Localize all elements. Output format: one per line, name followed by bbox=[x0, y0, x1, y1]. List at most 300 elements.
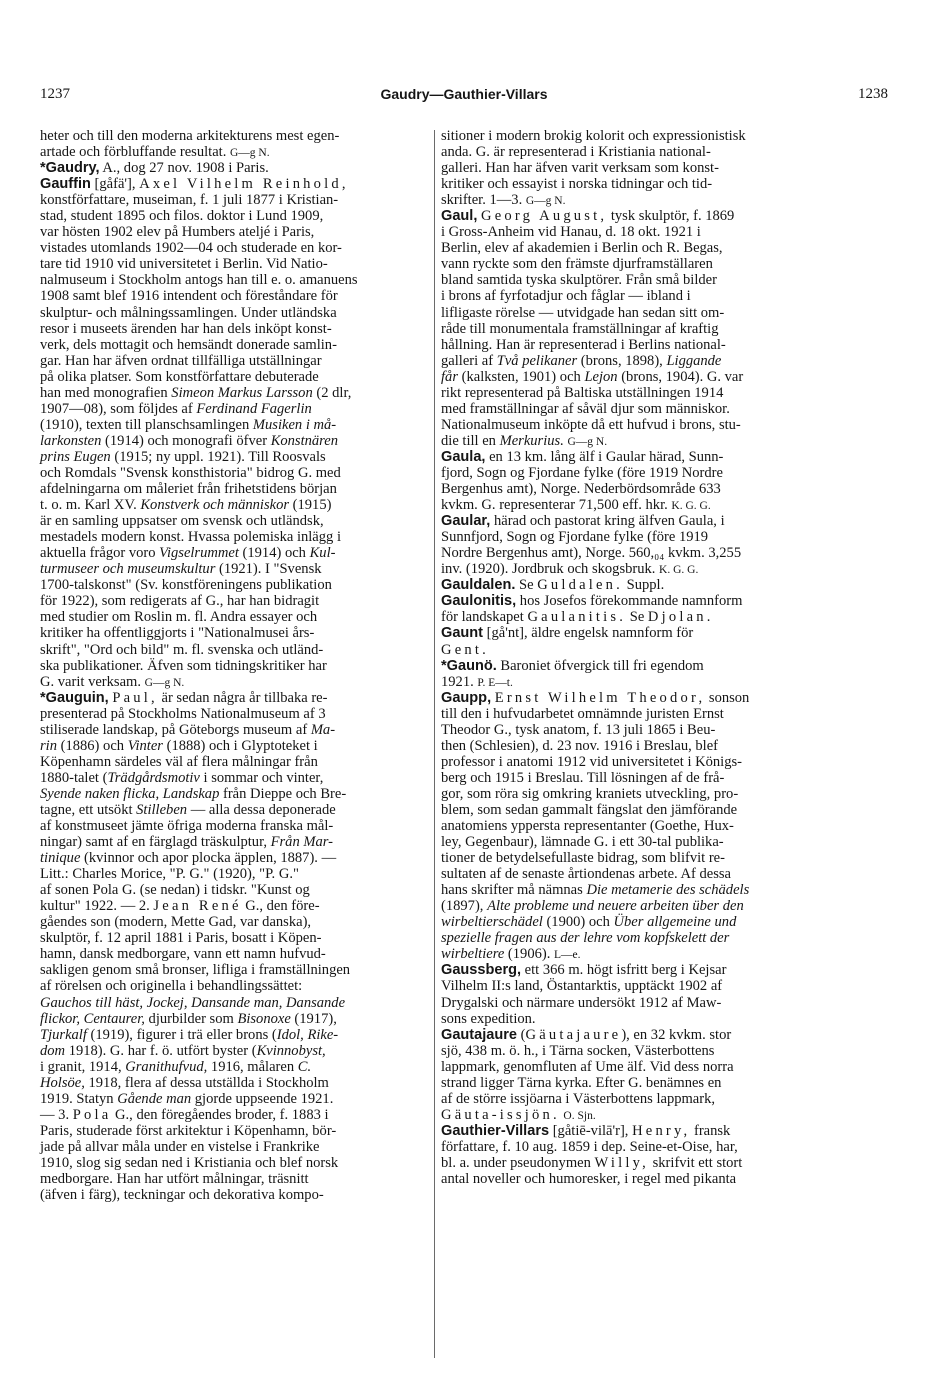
text-segment: tagne, ett utsökt bbox=[40, 801, 137, 818]
text-line bbox=[441, 1155, 819, 1171]
text-line bbox=[40, 481, 428, 497]
text-segment: Lejon bbox=[584, 368, 618, 385]
text-line bbox=[441, 513, 819, 529]
text-line bbox=[40, 529, 428, 545]
text-segment: härad och pastorat kring älfven Gaula, i bbox=[490, 513, 725, 530]
text-line bbox=[40, 353, 428, 369]
text-line bbox=[441, 722, 819, 738]
text-segment: Willy, bbox=[594, 1155, 649, 1171]
text-segment: bland samtida tyska skulptörer. Från små bilder bbox=[441, 272, 717, 289]
text-segment: Vigselrummet bbox=[159, 545, 239, 562]
text-segment: (brons, 1898), bbox=[577, 352, 667, 369]
text-segment: Bergenhus amt), Norge. Nederbördsområde 633 bbox=[441, 481, 721, 498]
text-line bbox=[40, 1011, 428, 1027]
text-line bbox=[40, 160, 428, 176]
text-line bbox=[40, 786, 428, 802]
text-segment: (1914) och bbox=[238, 545, 310, 562]
text-segment: (1917), bbox=[290, 1010, 337, 1027]
text-segment: af de större issjöarna i Västerbottens lappmark, bbox=[441, 1090, 716, 1107]
text-segment: t. o. m. Karl XV. bbox=[40, 497, 141, 514]
text-line bbox=[441, 946, 819, 962]
text-segment: artade och förbluffande resultat. bbox=[40, 144, 230, 161]
text-segment: Gauchos till häst, Jockej, Dansande man, Dansande bbox=[40, 994, 346, 1011]
text-segment: galleri af bbox=[441, 352, 497, 369]
text-line bbox=[441, 433, 819, 449]
text-segment: Idol, Rike- bbox=[276, 1026, 339, 1043]
text-segment: Tjurkalf bbox=[40, 1026, 87, 1043]
author-signature: K. G. G. bbox=[659, 564, 699, 577]
text-segment: och Romdals "Svensk konsthistoria" bidrog G. med bbox=[40, 464, 341, 481]
text-segment: sakligen genom små bronser, lifliga i framställningen bbox=[40, 962, 351, 979]
text-line bbox=[441, 561, 819, 577]
text-line bbox=[441, 690, 819, 706]
text-segment: inv. (1920). Jordbruk och skogsbruk. bbox=[441, 561, 660, 578]
text-line bbox=[441, 577, 819, 593]
text-segment: 1880-talet ( bbox=[40, 769, 108, 786]
text-line bbox=[40, 144, 428, 160]
text-line bbox=[40, 1107, 428, 1123]
text-segment: kritiker och essayist i norska tidningar och tid- bbox=[441, 176, 713, 193]
text-segment: Vinter bbox=[127, 737, 163, 754]
text-line bbox=[40, 192, 428, 208]
text-segment: wirbeltierschädel bbox=[441, 914, 543, 931]
text-segment: på olika platser. Som konstförfattare debuterade bbox=[40, 368, 319, 385]
text-segment: Nordre Bergenhus amt), Norge. 560,₀₄ kvkm. 3,255 bbox=[441, 545, 742, 562]
text-segment: Berlin, elev af akademien i Berlin och R. Begas, bbox=[441, 240, 723, 257]
text-line bbox=[40, 240, 428, 256]
text-line bbox=[40, 1027, 428, 1043]
text-segment: G., den föregåendes broder, f. 1883 i bbox=[111, 1106, 329, 1123]
text-segment: Alte probleme und neuere arbeiten über den bbox=[487, 898, 744, 915]
entry-headword: Gaupp, bbox=[441, 689, 492, 706]
text-segment: Se bbox=[626, 609, 648, 626]
entry-headword: Gaunt bbox=[441, 625, 484, 642]
text-segment: then (Schlesien), d. 23 nov. 1916 i Breslau, blef bbox=[441, 737, 719, 754]
text-segment: Gent. bbox=[441, 641, 489, 658]
text-segment: (1914) och monografi öfver bbox=[101, 432, 271, 449]
text-segment: prins Eugen bbox=[40, 448, 111, 465]
text-segment: han med monografien bbox=[40, 384, 172, 401]
author-signature: P. E—t. bbox=[477, 676, 513, 689]
page-number-right: 1238 bbox=[858, 86, 888, 102]
text-segment: djurbilder som bbox=[144, 1010, 238, 1027]
text-segment: [gåfä'], bbox=[90, 176, 140, 193]
text-segment: skrifvit ett stort bbox=[648, 1155, 743, 1171]
text-line bbox=[441, 160, 819, 176]
text-segment: Ferdinand Fagerlin bbox=[196, 400, 312, 417]
text-segment: ska publikationer. Äfven som tidningskritiker har bbox=[40, 657, 327, 674]
text-line bbox=[40, 866, 428, 882]
text-segment: Paris, studerade först arkitektur i Köpenhamn, bör- bbox=[40, 1122, 337, 1139]
text-line bbox=[40, 176, 428, 192]
text-segment: Georg August, bbox=[481, 208, 608, 225]
text-line bbox=[441, 305, 819, 321]
text-segment: Granithufvud, bbox=[125, 1058, 208, 1075]
text-line bbox=[441, 593, 819, 609]
text-segment: 1918). G. har f. ö. utfört byster ( bbox=[65, 1042, 257, 1059]
text-segment: Djolan. bbox=[647, 609, 714, 626]
text-segment: (1897), bbox=[441, 898, 488, 915]
text-line bbox=[441, 706, 819, 722]
text-line bbox=[441, 240, 819, 256]
text-segment: 1921. bbox=[441, 673, 478, 690]
entry-headword: *Gauguin, bbox=[40, 689, 109, 706]
entry-headword: Gaussberg, bbox=[441, 962, 522, 979]
text-segment: sonson bbox=[705, 689, 750, 706]
text-segment: från Dieppe och Bre- bbox=[219, 785, 347, 802]
text-segment: sitioner i modern brokig kolorit och expressionistisk bbox=[441, 128, 746, 144]
text-segment: turmuseer och museumskultur bbox=[40, 561, 216, 578]
text-segment: Jean René bbox=[153, 898, 242, 915]
text-segment: med studier om Roslin m. fl. Andra essayer och bbox=[40, 609, 318, 626]
author-signature: G—g N. bbox=[144, 676, 185, 689]
text-line bbox=[40, 321, 428, 337]
text-line bbox=[441, 850, 819, 866]
text-segment: vistades utomlands 1902—04 och studerade en kor- bbox=[40, 240, 342, 257]
text-segment: G. varit verksam. bbox=[40, 673, 145, 690]
text-segment: Axel Vilhelm Reinhold, bbox=[139, 176, 349, 193]
page-number-left: 1237 bbox=[40, 86, 70, 102]
text-segment: flickor, Centaurer, bbox=[40, 1010, 145, 1027]
text-line bbox=[40, 609, 428, 625]
text-line bbox=[441, 609, 819, 625]
text-line bbox=[40, 995, 428, 1011]
text-line bbox=[40, 1139, 428, 1155]
text-segment: sons expedition. bbox=[441, 1010, 536, 1027]
text-segment: professor i anatomi 1912 vid universitetet i Königs- bbox=[441, 753, 742, 770]
text-line bbox=[441, 208, 819, 224]
entry-headword: Gauldalen. bbox=[441, 577, 516, 594]
text-line bbox=[441, 529, 819, 545]
text-line bbox=[441, 321, 819, 337]
left-column bbox=[40, 128, 428, 1203]
text-line bbox=[441, 866, 819, 882]
text-segment: gåendes son (modern, Mette Gad, var danska), bbox=[40, 914, 312, 931]
text-line bbox=[441, 1027, 819, 1043]
text-segment: larkonsten bbox=[40, 432, 102, 449]
text-segment: sjö, 438 m. ö. h., i Tärna socken, Västerbottens bbox=[441, 1042, 715, 1059]
text-segment: 1908 samt blef 1916 intendent och föreståndare för bbox=[40, 288, 338, 305]
text-segment: (2 dlr, bbox=[312, 384, 352, 401]
entry-headword: Gaul, bbox=[441, 208, 478, 225]
text-segment: råde till monumentala framställningar af kraftig bbox=[441, 320, 719, 337]
text-segment: rin bbox=[40, 737, 57, 754]
text-segment: 1918, flera af dessa utställda i Stockholm bbox=[84, 1074, 329, 1091]
text-segment: spezielle fragen aus der lehre vom kopfskelett der bbox=[441, 930, 730, 947]
text-segment: nalmuseum i Stockholm antogs han till e. o. amanuens bbox=[40, 272, 358, 289]
text-segment: Vilhelm II:s land, Östantarktis, upptäckt 1902 af bbox=[441, 978, 723, 995]
text-segment: Merkurius. bbox=[499, 432, 564, 449]
text-segment: (brons, 1904). G. var bbox=[617, 368, 744, 385]
text-line bbox=[441, 786, 819, 802]
text-line bbox=[441, 545, 819, 561]
text-segment: får bbox=[441, 368, 458, 385]
text-segment: Guldalen. bbox=[537, 577, 623, 594]
text-segment: sultaten af de senaste årtiondenas arbete. Af dessa bbox=[441, 866, 732, 883]
text-segment: skulptör, f. 12 april 1881 i Paris, bosatt i Köpen- bbox=[40, 930, 322, 947]
text-line bbox=[441, 818, 819, 834]
text-segment: blem, som sedan gammalt fängslat den jämförande bbox=[441, 801, 738, 818]
text-line bbox=[40, 898, 428, 914]
text-segment: Simeon Markus Larsson bbox=[171, 384, 313, 401]
text-segment: Baroniet öfvergick till fri egendom bbox=[496, 657, 704, 674]
text-segment: (kalksten, 1901) och bbox=[457, 368, 585, 385]
text-segment: af rörelsen och originella i behandlingssättet: bbox=[40, 978, 303, 995]
text-segment: Bisonoxe bbox=[237, 1010, 291, 1027]
text-segment: verk, dels mottagit och hemsändt donerade samlin- bbox=[40, 336, 337, 353]
text-segment: Trädgårdsmotiv bbox=[107, 769, 200, 786]
text-segment: — alla dessa deponerade bbox=[187, 801, 336, 818]
text-segment: Drygalski och närmare undersökt 1912 af Maw- bbox=[441, 994, 722, 1011]
text-segment: Konstnären bbox=[270, 432, 339, 449]
text-segment: (1888) och i Glyptoteket i bbox=[162, 737, 318, 754]
text-line bbox=[40, 337, 428, 353]
text-segment: Henry, bbox=[632, 1122, 691, 1139]
text-line bbox=[441, 144, 819, 160]
text-line bbox=[40, 1187, 428, 1203]
text-segment: fjord, Sogn og Fjordane fylke (före 1919 Nordre bbox=[441, 464, 723, 481]
text-line bbox=[40, 754, 428, 770]
text-segment: ley, Gegenbaur), lämnade G. i ett 30-tal publika- bbox=[441, 834, 724, 851]
text-line bbox=[441, 995, 819, 1011]
text-segment: A., dog 27 nov. 1908 i Paris. bbox=[99, 160, 269, 177]
text-segment: för landskapet bbox=[441, 609, 528, 626]
text-segment: Från Mar- bbox=[270, 834, 333, 851]
text-line bbox=[441, 128, 819, 144]
text-segment: 1910, slog sig sedan ned i Kristiania och blef norsk bbox=[40, 1155, 339, 1171]
text-line bbox=[40, 706, 428, 722]
text-line bbox=[40, 385, 428, 401]
text-segment: kvkm. G. representerar 71,500 eff. hkr. bbox=[441, 497, 672, 514]
text-line bbox=[40, 577, 428, 593]
text-segment: (1910), texten till planschsamlingen bbox=[40, 416, 253, 433]
text-segment: Gäutajaure bbox=[525, 1026, 622, 1043]
text-segment: i Gross-Anheim vid Hanau, d. 18 okt. 1921 i bbox=[441, 224, 701, 241]
text-line bbox=[441, 882, 819, 898]
text-segment: 1907—08), som följdes af bbox=[40, 400, 197, 417]
text-segment: hållning. Han är representerad i Berlins national- bbox=[441, 336, 726, 353]
text-line bbox=[441, 337, 819, 353]
text-line bbox=[40, 978, 428, 994]
text-segment: G., den före- bbox=[241, 898, 320, 915]
text-line bbox=[441, 1139, 819, 1155]
text-segment: i sommar och vinter, bbox=[199, 769, 324, 786]
text-segment: dom bbox=[40, 1042, 66, 1059]
text-segment: afdelningarna om måleriet från frihetstidens början bbox=[40, 481, 337, 498]
text-segment: galleri. Han har äfven varit verksam som konst- bbox=[441, 160, 719, 177]
text-segment: skrifter. 1—3. bbox=[441, 192, 526, 209]
text-segment: Die metamerie des schädels bbox=[586, 882, 750, 899]
text-line bbox=[441, 176, 819, 192]
text-line bbox=[40, 401, 428, 417]
text-line bbox=[40, 1059, 428, 1075]
text-segment: (1900) och bbox=[542, 914, 614, 931]
text-segment: tioner de betydelsefullaste bidrag, som blifvit re- bbox=[441, 850, 725, 867]
text-line bbox=[441, 272, 819, 288]
text-line bbox=[40, 449, 428, 465]
text-line bbox=[40, 946, 428, 962]
entry-headword: Gaulonitis, bbox=[441, 593, 517, 610]
text-line bbox=[441, 978, 819, 994]
text-line bbox=[441, 1011, 819, 1027]
text-line bbox=[441, 1043, 819, 1059]
text-segment: 1919. Statyn bbox=[40, 1090, 118, 1107]
entry-headword: *Gaudry, bbox=[40, 160, 100, 177]
text-segment: i brons af fyrfotadjur och fåglar — ibland i bbox=[441, 288, 691, 305]
text-segment: (1886) och bbox=[56, 737, 128, 754]
text-line bbox=[40, 272, 428, 288]
entry-headword: Gautajaure bbox=[441, 1026, 517, 1043]
text-segment: (1906). bbox=[504, 946, 554, 963]
text-line bbox=[40, 288, 428, 304]
text-line bbox=[40, 497, 428, 513]
text-segment: Ma- bbox=[310, 721, 336, 738]
text-line bbox=[40, 802, 428, 818]
text-line bbox=[441, 369, 819, 385]
text-line bbox=[441, 754, 819, 770]
page-header bbox=[40, 86, 888, 108]
text-segment: Paul, bbox=[112, 689, 158, 706]
text-segment: Konstverk och människor bbox=[140, 497, 290, 514]
text-segment: Se bbox=[515, 577, 538, 594]
text-line bbox=[40, 834, 428, 850]
text-line bbox=[40, 369, 428, 385]
text-segment: för 1922), som redigerats af G., har han bidragit bbox=[40, 593, 320, 610]
text-segment: Ernst Wilhelm Theodor, bbox=[494, 689, 706, 706]
text-segment: Theodor G., tysk anatom, f. 13 juli 1865 i Beu- bbox=[441, 721, 716, 738]
text-segment: (äfven i färg), teckningar och dekorativa kompo- bbox=[40, 1187, 324, 1204]
text-segment: ), en 32 kvkm. stor bbox=[621, 1026, 732, 1043]
text-segment: till den i hufvudarbetet omnämnde juristen Ernst bbox=[441, 705, 724, 722]
text-line bbox=[40, 882, 428, 898]
text-segment: [gå'nt], äldre engelsk namnform för bbox=[483, 625, 694, 642]
text-segment: presenterad på Stockholms Nationalmuseum af 3 bbox=[40, 705, 326, 722]
text-segment: skulptur- och målningssamlingen. Under utländska bbox=[40, 304, 337, 321]
text-line bbox=[40, 690, 428, 706]
text-segment: Köpenhamn särdeles väl af flera målningar från bbox=[40, 753, 318, 770]
text-segment: Gående man bbox=[117, 1090, 192, 1107]
text-line bbox=[40, 818, 428, 834]
text-segment: konstförfattare, museiman, f. 1 juli 1877 i Kristian- bbox=[40, 192, 339, 209]
text-line bbox=[441, 962, 819, 978]
text-line bbox=[40, 256, 428, 272]
author-signature: G—g N. bbox=[525, 195, 566, 208]
text-line bbox=[441, 1075, 819, 1091]
text-line bbox=[441, 658, 819, 674]
text-segment: är sedan några år tillbaka re- bbox=[157, 689, 328, 706]
text-segment: anda. G. är representerad i Kristiania national- bbox=[441, 144, 711, 161]
text-line bbox=[441, 497, 819, 513]
text-line bbox=[441, 642, 819, 658]
text-line bbox=[40, 738, 428, 754]
text-line bbox=[441, 674, 819, 690]
text-segment: aktuella frågor voro bbox=[40, 545, 160, 562]
text-line bbox=[441, 1171, 819, 1187]
text-line bbox=[441, 1123, 819, 1139]
text-line bbox=[40, 561, 428, 577]
text-segment: jade på allvar måla under en vistelse i Frankrike bbox=[40, 1138, 320, 1155]
text-segment: af konstmuseet jämte öfriga moderna franska mål- bbox=[40, 818, 334, 835]
author-signature: L—e. bbox=[554, 949, 581, 962]
text-segment: vann ryckte som den främste djurframställaren bbox=[441, 256, 713, 273]
text-segment: ett 366 m. högt isfritt berg i Kejsar bbox=[521, 962, 727, 979]
text-segment: hos Josefos förekommande namnform bbox=[516, 593, 743, 610]
entry-headword: Gauthier-Villars bbox=[441, 1122, 550, 1139]
text-segment: är en samling uppsatser om svensk och utländsk, bbox=[40, 513, 324, 530]
text-line bbox=[40, 930, 428, 946]
author-signature: G—g N. bbox=[567, 435, 608, 448]
text-line bbox=[40, 433, 428, 449]
text-line bbox=[441, 224, 819, 240]
text-segment: (kvinnor och apor plocka äpplen, 1887). — bbox=[80, 850, 337, 867]
text-segment: lifligaste rörelse — utvidgade han sedan sitt om- bbox=[441, 304, 725, 321]
author-signature: K. G. G. bbox=[671, 500, 711, 513]
text-line bbox=[40, 1043, 428, 1059]
text-line bbox=[441, 288, 819, 304]
text-line bbox=[40, 1091, 428, 1107]
text-segment: gar. Han har äfven ordnat tillfälliga utställningar bbox=[40, 352, 322, 369]
text-segment: stiliserade landskap, på Göteborgs museum af bbox=[40, 721, 311, 738]
text-line bbox=[441, 914, 819, 930]
author-signature: G—g N. bbox=[229, 147, 270, 160]
text-segment: resor i museets ärenden har han dels inköpt konst- bbox=[40, 320, 332, 337]
text-segment: Litt.: Charles Morice, "P. G." (1920), "P. G." bbox=[40, 866, 299, 883]
text-line bbox=[441, 465, 819, 481]
text-segment: Über allgemeine und bbox=[613, 914, 737, 931]
text-segment: kritiker ha offentliggjorts i "Nationalmusei års- bbox=[40, 625, 315, 642]
text-segment: C. bbox=[297, 1058, 312, 1075]
text-segment: Suppl. bbox=[622, 577, 665, 594]
text-line bbox=[40, 722, 428, 738]
text-segment: lappmark, genomfluten af Ume älf. Vid dess norra bbox=[441, 1058, 734, 1075]
text-line bbox=[441, 1091, 819, 1107]
right-column bbox=[441, 128, 819, 1187]
text-line bbox=[40, 1171, 428, 1187]
running-head: Gaudry—Gauthier-Villars bbox=[380, 86, 548, 102]
text-segment: Pola bbox=[72, 1106, 112, 1123]
text-line bbox=[40, 1155, 428, 1171]
text-line bbox=[441, 256, 819, 272]
text-segment: 1700-talskonst" (Sv. konstföreningens publikation bbox=[40, 577, 332, 594]
text-line bbox=[40, 208, 428, 224]
text-segment: af sonen Pola G. (se nedan) i tidskr. "Kunst og bbox=[40, 882, 310, 899]
text-line bbox=[40, 513, 428, 529]
text-line bbox=[40, 1075, 428, 1091]
text-segment: medborgare. Han har utfört målningar, träsnitt bbox=[40, 1171, 309, 1188]
text-line bbox=[40, 224, 428, 240]
text-segment: heter och till den moderna arkitekturens mest egen- bbox=[40, 128, 340, 144]
text-segment: Två pelikaner bbox=[496, 352, 578, 369]
text-line bbox=[441, 417, 819, 433]
text-line bbox=[441, 353, 819, 369]
entry-headword: Gauffin bbox=[40, 176, 91, 193]
text-line bbox=[40, 914, 428, 930]
text-segment: (1915) bbox=[289, 497, 332, 514]
text-line bbox=[441, 898, 819, 914]
text-line bbox=[441, 834, 819, 850]
text-segment: ( bbox=[517, 1026, 526, 1043]
text-line bbox=[40, 962, 428, 978]
text-segment: (1921). I "Svensk bbox=[215, 561, 322, 578]
text-segment: hans skrifter må nämnas bbox=[441, 882, 587, 899]
column-divider bbox=[434, 130, 435, 1358]
text-segment: tysk skulptör, f. 1869 bbox=[607, 208, 735, 225]
text-segment: fransk bbox=[690, 1122, 731, 1139]
text-line bbox=[441, 738, 819, 754]
text-segment: Stilleben bbox=[136, 801, 188, 818]
text-segment: Musiken i må- bbox=[252, 416, 337, 433]
text-line bbox=[40, 545, 428, 561]
